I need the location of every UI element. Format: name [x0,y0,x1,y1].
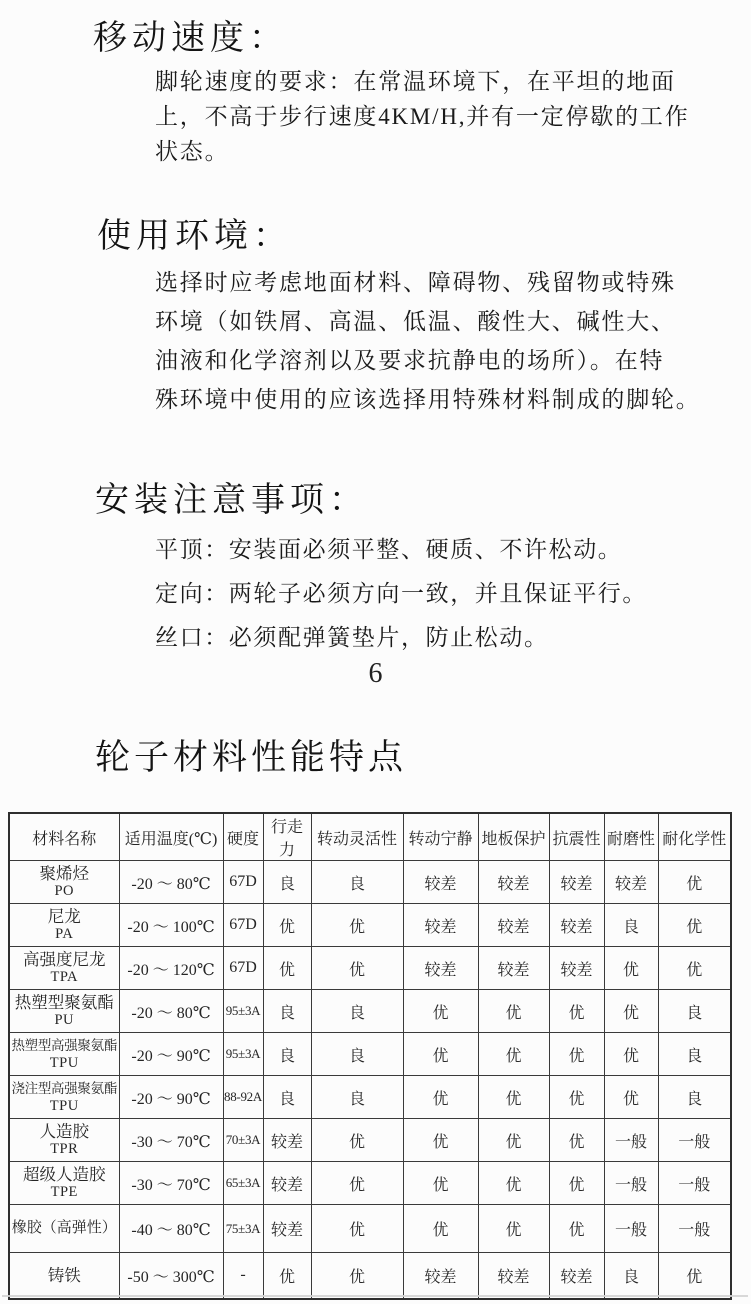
cell-temp-range: -20 ～ 80℃ [119,990,223,1033]
list-installation-notes [155,528,647,660]
scan-artifact-line [2,1295,748,1297]
cell-temp-range: -40 ～ 80℃ [119,1205,223,1253]
table-row [9,1162,731,1205]
cell-material-name [9,1162,119,1205]
cell-rating: 优 [263,947,311,990]
cell-rating: 优 [403,1076,478,1119]
cell-rating: 优 [478,1205,549,1253]
cell-rating: 较差 [403,861,478,904]
table-row [9,1076,731,1119]
cell-rating: 一般 [658,1119,731,1162]
cell-material-name [9,1033,119,1076]
cell-temp-range: -30 ～ 70℃ [119,1119,223,1162]
cell-hardness: 67D [223,904,263,947]
cell-temp-range: -50 ～ 300℃ [119,1253,223,1299]
cell-temp-range: -30 ～ 70℃ [119,1162,223,1205]
material-code: TPE [50,1184,78,1200]
cell-rating: 较差 [263,1205,311,1253]
material-name-cn: 铸铁 [47,1265,81,1285]
material-name-cn: 高强度尼龙 [23,950,106,969]
text-line: 油液和化学溶剂以及要求抗静电的场所）。在特 [155,348,665,373]
paragraph-usage-environment [155,263,701,419]
material-code: PO [54,883,75,899]
cell-rating: 良 [263,990,311,1033]
cell-rating: 良 [263,1076,311,1119]
cell-rating: 一般 [604,1205,658,1253]
cell-rating: 优 [549,1119,604,1162]
cell-hardness: 88-92A [223,1076,263,1119]
cell-rating: 较差 [403,904,478,947]
cell-rating: 良 [658,990,731,1033]
cell-material-name [9,861,119,904]
text-line: 定向：两轮子必须方向一致，并且保证平行。 [155,581,647,606]
cell-rating: 较差 [263,1119,311,1162]
material-properties-table [8,812,732,1300]
table-header-row [9,813,731,861]
cell-temp-range: -20 ～ 100℃ [119,904,223,947]
cell-rating: 优 [478,1033,549,1076]
cell-rating: 优 [658,904,731,947]
cell-rating: 较差 [549,861,604,904]
cell-rating: 优 [478,1076,549,1119]
cell-rating: 优 [658,861,731,904]
cell-rating: 一般 [658,1162,731,1205]
cell-hardness: 70±3A [223,1119,263,1162]
cell-rating: 良 [263,861,311,904]
column-header: 抗震性 [549,813,604,861]
material-name-cn: 聚烯烃 [39,864,89,883]
cell-rating: 优 [403,1205,478,1253]
cell-material-name [9,1119,119,1162]
text-line: 上，不高于步行速度4KM/H,并有一定停歇的工作 [155,104,690,129]
cell-rating: 良 [311,1033,403,1076]
cell-rating: 优 [549,1033,604,1076]
cell-rating: 良 [658,1033,731,1076]
table-row [9,1205,731,1253]
cell-rating: 优 [604,1076,658,1119]
column-header: 材料名称 [9,813,119,861]
text-line: 丝口：必须配弹簧垫片，防止松动。 [155,625,549,650]
cell-hardness: 95±3A [223,990,263,1033]
cell-rating: 较差 [403,1253,478,1299]
cell-rating: 良 [263,1033,311,1076]
cell-rating: 优 [549,990,604,1033]
section-heading-installation-notes: 安装注意事项： [95,482,368,519]
cell-rating: 较差 [549,947,604,990]
cell-hardness: 95±3A [223,1033,263,1076]
table-row [9,1119,731,1162]
section-heading-usage-environment: 使用环境： [97,218,292,255]
cell-rating: 优 [311,947,403,990]
cell-rating: 较差 [478,947,549,990]
table-row [9,990,731,1033]
material-name-cn: 人造胶 [39,1122,89,1141]
cell-rating: 较差 [549,904,604,947]
column-header: 转动宁静 [403,813,478,861]
cell-rating: 优 [311,1119,403,1162]
cell-rating: 一般 [604,1162,658,1205]
material-code: TPU [49,1098,79,1114]
column-header: 耐化学性 [658,813,731,861]
table-row [9,1253,731,1299]
cell-rating: 较差 [478,904,549,947]
cell-material-name [9,1076,119,1119]
material-name-cn: 超级人造胶 [23,1165,106,1184]
column-header: 耐磨性 [604,813,658,861]
text-line: 环境（如铁屑、高温、低温、酸性大、碱性大、 [155,309,676,334]
material-name-cn: 浇注型高强聚氨酯 [11,1081,118,1096]
material-code: TPA [50,969,79,985]
cell-rating: 较差 [403,947,478,990]
cell-rating: 优 [311,1253,403,1299]
cell-rating: 优 [478,1162,549,1205]
cell-rating: 优 [311,1205,403,1253]
material-code: TPR [50,1141,79,1157]
cell-rating: 优 [478,1119,549,1162]
cell-material-name [9,904,119,947]
material-name-cn: 热塑型聚氨酯 [14,993,114,1012]
column-header: 适用温度(℃) [119,813,223,861]
column-header: 硬度 [223,813,263,861]
cell-rating: 优 [403,1033,478,1076]
cell-rating: 优 [403,990,478,1033]
cell-material-name [9,1205,119,1253]
cell-rating: 良 [311,861,403,904]
cell-temp-range: -20 ～ 90℃ [119,1033,223,1076]
cell-material-name [9,947,119,990]
cell-rating: 优 [658,1253,731,1299]
material-name-cn: 尼龙 [47,907,81,926]
material-code: PA [55,926,74,942]
column-header: 地板保护 [478,813,549,861]
material-name-cn: 橡胶（高弹性） [11,1220,117,1236]
cell-rating: 优 [604,990,658,1033]
column-header: 行走力 [263,813,311,861]
cell-rating: 优 [403,1119,478,1162]
table-row [9,904,731,947]
material-name-cn: 热塑型高强聚氨酯 [11,1038,118,1053]
paragraph-moving-speed [155,64,690,169]
cell-rating: 优 [263,904,311,947]
material-code: TPU [49,1055,79,1071]
cell-rating: 优 [311,904,403,947]
cell-rating: 优 [478,990,549,1033]
cell-hardness: 67D [223,947,263,990]
text-line: 平顶：安装面必须平整、硬质、不许松动。 [155,537,623,562]
cell-material-name [9,1253,119,1299]
cell-rating: 优 [604,1033,658,1076]
cell-rating: 较差 [604,861,658,904]
table-body [9,861,731,1299]
cell-temp-range: -20 ～ 90℃ [119,1076,223,1119]
table-row [9,947,731,990]
cell-rating: 优 [263,1253,311,1299]
section-heading-moving-speed: 移动速度： [93,20,288,57]
cell-hardness: - [223,1253,263,1299]
cell-rating: 较差 [263,1162,311,1205]
text-line: 状态。 [155,139,230,164]
cell-rating: 优 [604,947,658,990]
cell-material-name [9,990,119,1033]
cell-rating: 较差 [478,1253,549,1299]
cell-rating: 一般 [604,1119,658,1162]
table-row [9,861,731,904]
cell-temp-range: -20 ～ 80℃ [119,861,223,904]
column-header: 转动灵活性 [311,813,403,861]
table-head [9,813,731,861]
material-code: PU [54,1012,75,1028]
cell-rating: 良 [311,1076,403,1119]
table-row [9,1033,731,1076]
cell-hardness: 75±3A [223,1205,263,1253]
cell-rating: 良 [658,1076,731,1119]
section-heading-wheel-material-properties: 轮子材料性能特点 [95,738,408,777]
cell-rating: 优 [549,1076,604,1119]
cell-rating: 优 [658,947,731,990]
cell-rating: 优 [403,1162,478,1205]
cell-rating: 优 [549,1205,604,1253]
cell-rating: 良 [311,990,403,1033]
cell-rating: 较差 [549,1253,604,1299]
cell-rating: 较差 [478,861,549,904]
text-line: 选择时应考虑地面材料、障碍物、残留物或特殊 [155,270,676,295]
text-line: 殊环境中使用的应该选择用特殊材料制成的脚轮。 [155,387,701,412]
cell-rating: 良 [604,904,658,947]
text-line: 脚轮速度的要求：在常温环境下，在平坦的地面 [155,69,676,94]
cell-rating: 良 [604,1253,658,1299]
cell-temp-range: -20 ～ 120℃ [119,947,223,990]
cell-rating: 优 [311,1162,403,1205]
cell-rating: 优 [549,1162,604,1205]
cell-hardness: 65±3A [223,1162,263,1205]
cell-rating: 一般 [658,1205,731,1253]
cell-hardness: 67D [223,861,263,904]
page-number: 6 [368,658,383,689]
